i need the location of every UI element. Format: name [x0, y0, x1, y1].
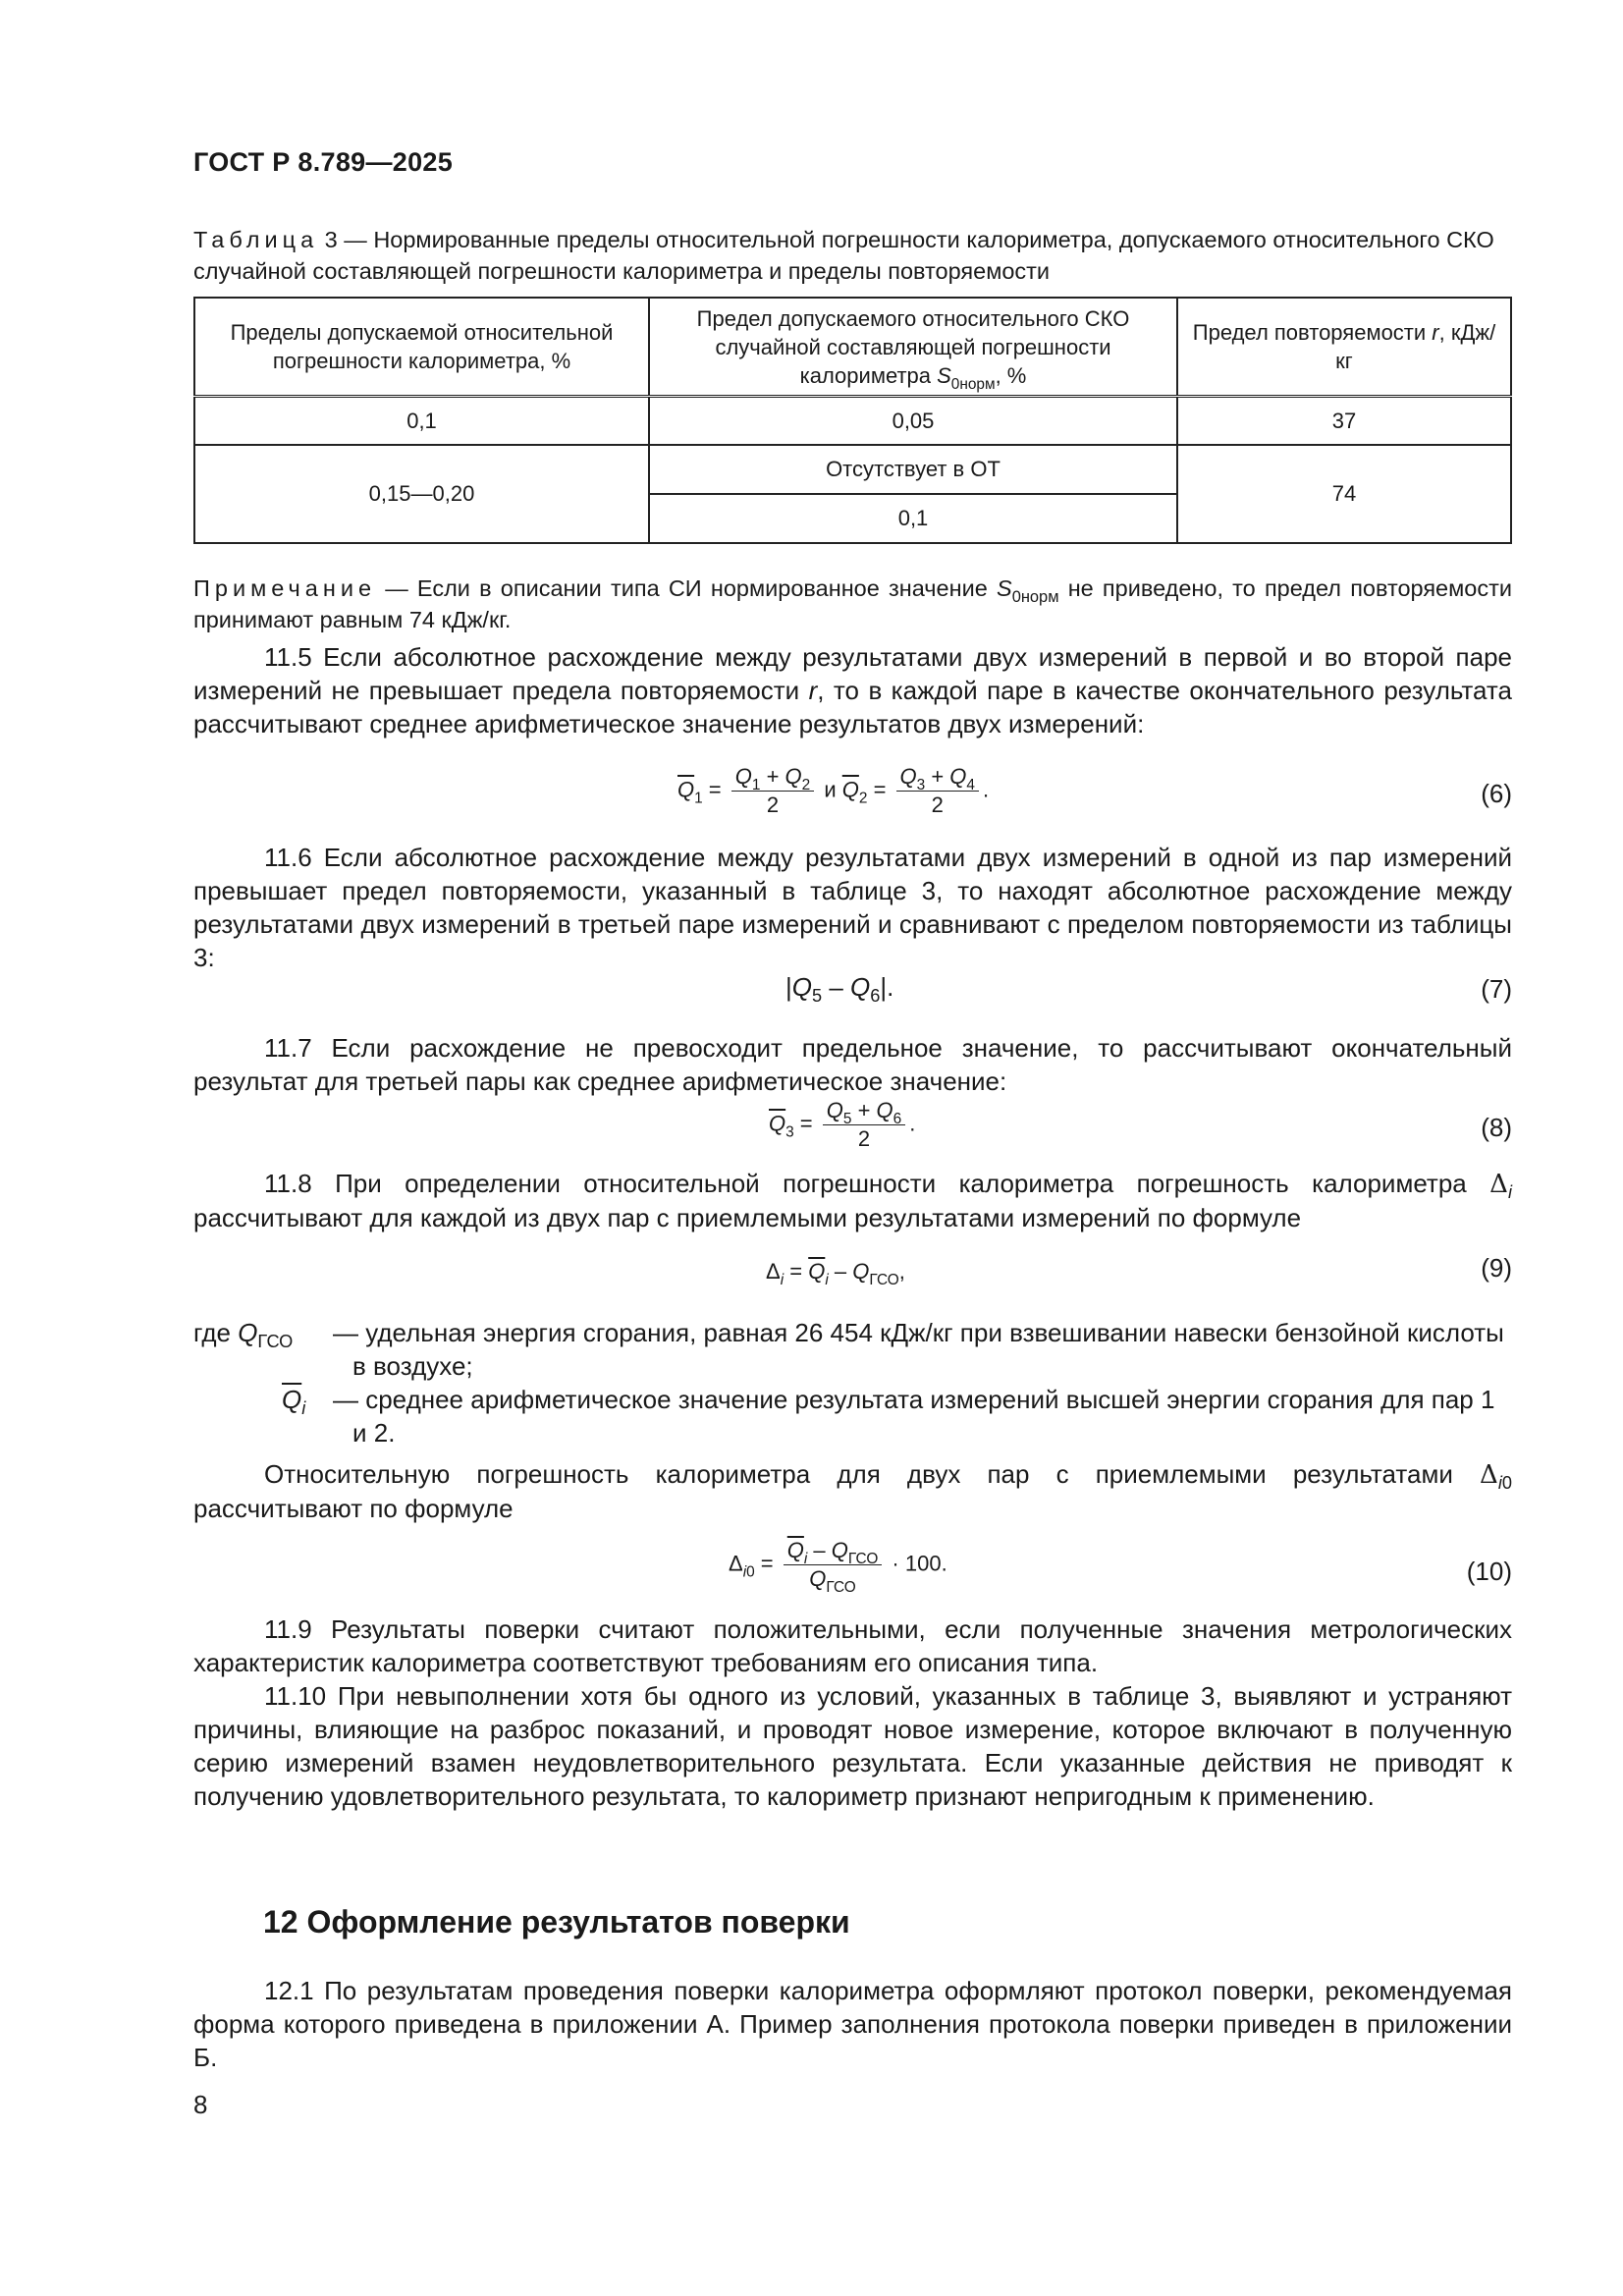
paragraph-text: рассчитывают по формуле	[193, 1494, 514, 1523]
r-symbol: r	[1432, 320, 1439, 345]
paragraph-text: , то в каждой паре в качестве окончательного результата рассчитывают среднее арифметическое значение результатов двух измерений:	[193, 676, 1512, 738]
paragraph-11-10: 11.10 При невыполнении хотя бы одного из условий, указанных в таблице 3, выявляют и устраняют причины, влияющие на разброс показаний, и проводят новое измерение, которое включают в полученную серию измерений взамен неудовлетворительного результата. Если указанные действия не приводят к получению удовлетворительного результата, то калориметр признают непригодным к применению.	[193, 1681, 1512, 1811]
note-text: не приведено, то предел повторяемости принимают равным 74 кДж/кг.	[193, 575, 1512, 632]
equation-9: $\Delta_i = \overline{Q}_i - Q_{ГСО}$,	[766, 1259, 905, 1288]
table-header-row	[194, 298, 1511, 397]
s-symbol: S	[997, 575, 1012, 601]
table-header-cell	[194, 298, 649, 397]
table-caption	[193, 224, 1509, 287]
equation-number: (7)	[1481, 974, 1512, 1004]
paragraph-relative-error: Относительную погрешность калориметра для двух пар с приемлемыми результатами $\Delta_{i0}$ рассчитывают по формуле	[193, 1459, 1512, 1523]
table-row	[194, 445, 1511, 494]
equation-number: (6)	[1481, 779, 1512, 808]
equation-10: $\Delta_{i0}$ = $\frac{\overline{Q}_i - Q_{ГСО}}{Q_{ГСО}}$ · 100.	[729, 1538, 947, 1596]
definition-q-mean	[193, 1383, 1512, 1449]
col3-header: Предел повторяемости	[1192, 320, 1433, 345]
equation-8: $\overline{Q}_3$ = $\frac{Q_5 + Q_6}{2}$ .	[769, 1098, 916, 1151]
r-symbol: r	[808, 676, 818, 705]
definition-text: — среднее арифметическое значение результата измерений высшей энергии сгорания для пар 1 и 2.	[333, 1385, 1495, 1448]
page-number: 8	[193, 2090, 208, 2119]
table-cell: 37	[1177, 397, 1511, 446]
col2-header: Предел допускаемого относительного СКО случайной составляющей погрешности калориметра	[696, 305, 1130, 388]
table-cell: 0,1	[194, 397, 649, 446]
equation-number: (8)	[1481, 1113, 1512, 1142]
table-cell: 0,1	[649, 494, 1177, 543]
note-text: — Если в описании типа СИ нормированное значение	[376, 575, 997, 601]
where-word: где	[193, 1318, 231, 1347]
col3-unit: , кДж/кг	[1335, 320, 1496, 373]
equation-6: $\overline{Q}_1$ = $\frac{Q_1 + Q_2}{2}$ и $\overline{Q}_2$ = $\frac{Q_3 + Q_4}{2}$ .	[677, 764, 990, 817]
document-header: ГОСТ Р 8.789—2025	[193, 147, 454, 177]
s-subscript: 0норм	[1011, 588, 1059, 606]
table-cell: 74	[1177, 445, 1511, 543]
limits-table	[193, 297, 1512, 544]
table-header-cell	[649, 298, 1177, 397]
equation-number: (9)	[1481, 1253, 1512, 1283]
paragraph-11-7: 11.7 Если расхождение не превосходит предельное значение, то рассчитывают окончательный результат для третьей пары как среднее арифметическое значение:	[193, 1033, 1512, 1096]
paragraph-12-1: 12.1 По результатам проведения поверки калориметра оформляют протокол поверки, рекомендуемая форма которого приведена в приложении А. Пример заполнения протокола поверки приведен в приложении Б.	[193, 1976, 1512, 2072]
equation-multiplier: · 100.	[892, 1551, 947, 1576]
s-subscript: 0норм	[950, 375, 996, 393]
paragraph-11-9: 11.9 Результаты поверки считают положительными, если полученные значения метрологических характеристик калориметра соответствуют требованиям его описания типа.	[193, 1614, 1512, 1677]
paragraph-11-8: 11.8 При определении относительной погрешности калориметра погрешность калориметра $\Delta_i$ рассчитывают для каждой из двух пар с приемлемыми результатами измерений по формуле	[193, 1169, 1512, 1232]
section-heading: 12 Оформление результатов поверки	[263, 1904, 850, 1940]
equation-number: (10)	[1466, 1557, 1512, 1586]
table-caption-label: Таблица	[193, 227, 319, 252]
paragraph-text: Относительную погрешность калориметра для двух пар с приемлемыми результатами	[264, 1459, 1481, 1489]
paragraph-11-5	[193, 640, 1512, 740]
col2-unit: , %	[995, 362, 1027, 388]
paragraph-text: рассчитывают для каждой из двух пар с приемлемыми результатами измерений по формуле	[193, 1203, 1302, 1232]
table-cell: 0,15—0,20	[194, 445, 649, 543]
s-symbol: S	[937, 362, 951, 388]
paragraph-text: 11.8 При определении относительной погрешности калориметра погрешность калориметра	[264, 1169, 1490, 1198]
table-header-cell	[1177, 298, 1511, 397]
q-mean-symbol: $\overline{Q}_i$	[282, 1385, 306, 1418]
table-cell: Отсутствует в ОТ	[649, 445, 1177, 494]
table-row	[194, 397, 1511, 446]
equation-conjunction: и	[824, 777, 837, 802]
table-cell: 0,05	[649, 397, 1177, 446]
where-label: где $Q_{ГСО}$	[193, 1318, 294, 1351]
paragraph-text: 11.5 Если абсолютное расхождение между результатами двух измерений в первой и во второй паре измерений не превышает предела повторяемости	[193, 642, 1512, 705]
note-label: Примечание	[193, 575, 377, 601]
col1-header: Пределы допускаемой относительной погрешности калориметра, %	[230, 320, 614, 373]
paragraph-11-6: 11.6 Если абсолютное расхождение между результатами двух измерений в одной из пар измерений превышает предел повторяемости, указанный в таблице 3, то находят абсолютное расхождение между результатами двух измерений в третьей паре измерений и сравнивают с пределом повторяемости из таблицы 3:	[193, 843, 1512, 972]
table-note	[193, 573, 1512, 635]
table-caption-text: 3 — Нормированные пределы относительной погрешности калориметра, допускаемого относительного СКО случайной составляющей погрешности калориметра и пределы повторяемости	[193, 227, 1494, 284]
definition-text: — удельная энергия сгорания, равная 26 454 кДж/кг при взвешивании навески бензойной кислоты в воздухе;	[333, 1318, 1504, 1381]
definition-q-gso	[193, 1316, 1512, 1383]
equation-7: $|Q_5 - Q_6|$.	[785, 972, 894, 1006]
